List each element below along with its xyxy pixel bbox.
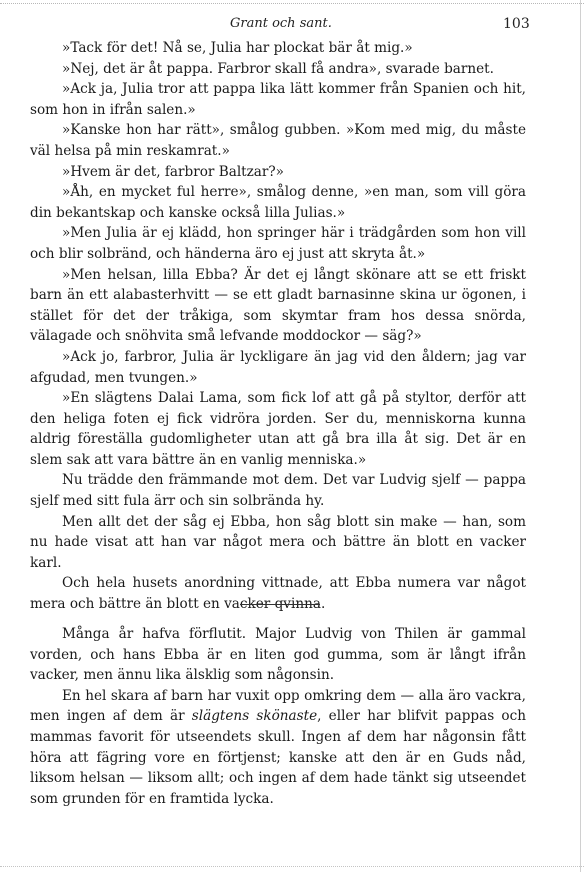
paragraph (30, 686, 526, 810)
page-right-edge (580, 0, 581, 872)
paragraph: Många år hafva förflutit. Major Ludvig von Thilen är gammal vorden, och hans Ebba är en liten god gumma, som är långt ifrån vacker, men ännu lika älsklig som någonsin. (30, 626, 526, 684)
paragraph: »Men helsan, lilla Ebba? Är det ej långt skönare att se ett friskt barn än ett alabasterhvitt — se ett gladt barnasinne skina ur ögonen, i stället för det der tråkiga, som skymtar fram hos dessa snörda, välagade och snöhvita små lefvande moddockor — säg?» (30, 266, 526, 345)
page-number: 103 (503, 16, 530, 32)
section-2-text (30, 624, 526, 809)
paragraph: »Hvem är det, farbror Baltzar?» (62, 163, 284, 180)
paragraph: »Men Julia är ej klädd, hon springer här i trädgården som hon vill och blir solbränd, och händerna äro ej just att skryta åt.» (30, 225, 526, 262)
paragraph: »Ack jo, farbror, Julia är lyckligare än jag vid den åldern; jag var afgudad, men tvungen.» (30, 348, 526, 386)
section-divider-rule (240, 604, 320, 605)
paragraph: »Åh, en mycket ful herre», smålog denne, »en man, som vill göra din bekantskap och kanske också lilla Julias.» (30, 184, 526, 221)
running-title: Grant och sant. (230, 16, 332, 31)
paragraph: »Ack ja, Julia tror att pappa lika lätt kommer från Spanien och hit, som hon in ifrån salen.» (30, 81, 526, 118)
paragraph: Nu trädde den främmande mot dem. Det var Ludvig sjelf — pappa sjelf med sitt fula ärr och sin solbrända hy. (30, 472, 526, 510)
paragraph: »Tack för det! Nå se, Julia har plockat bär åt mig.» (62, 40, 413, 56)
paragraph: »En slägtens Dalai Lama, som fick lof att gå på styltor, derför att den heliga foten ej fick vidröra jorden. Ser du, menniskorna kunna aldrig föreställa gudomligheter utan att gå bra illa åt sig. Det är en slem sak att vara bättre än en vanlig menniska.» (30, 390, 526, 468)
paragraph: »Nej, det är åt pappa. Farbror skall få andra», svarade barnet. (62, 60, 494, 77)
page-top-edge (0, 3, 584, 4)
section-1-text (30, 38, 526, 615)
paragraph: Men allt det der såg ej Ebba, hon såg blott sin make — han, som nu hade visat att han var något mera och bättre än blott en vacker karl. (30, 513, 526, 571)
paragraph: »Kanske hon har rätt», smålog gubben. »Kom med mig, du måste väl helsa på min reskamrat.» (30, 122, 526, 159)
paragraph-text: , eller har blifvit pappas och mammas favorit för utseendets skull. Ingen af dem har någonsin fått höra att fägring vore en förtjenst; kanske att den är en Guds nåd, liksom helsan — liksom allt; och ingen af dem hade tänkt sig utseendet som grunden för en framtida lycka. (30, 708, 526, 807)
emphasized-phrase: slägtens skönaste (191, 708, 318, 725)
paragraph-text: En hel skara af barn har vuxit opp omkring dem — alla äro vackra, men ingen af dem är (30, 687, 526, 725)
paragraph: Och hela husets anordning vittnade, att Ebba numera var något mera och bättre än blott en vacker qvinna. (30, 575, 526, 613)
page-bottom-edge (0, 866, 584, 867)
